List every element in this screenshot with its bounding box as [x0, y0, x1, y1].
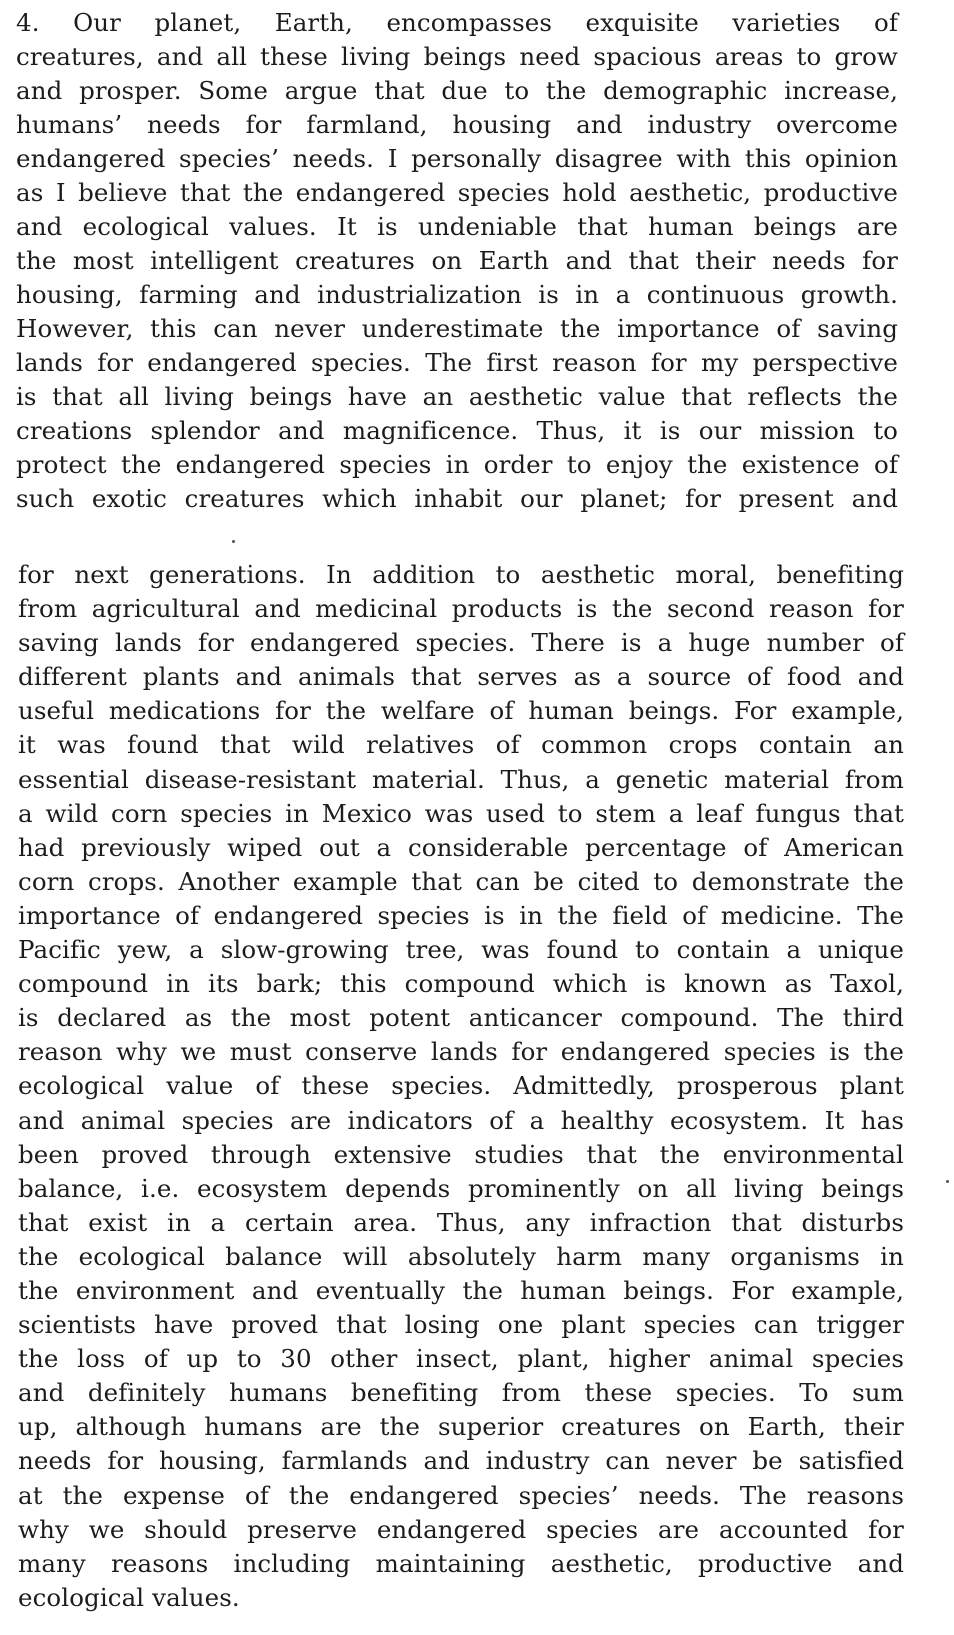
essay-block-2	[18, 558, 904, 1615]
text-line: creations splendor and magnificence. Thus, it is our mission to	[16, 416, 898, 445]
text-line: as I believe that the endangered species hold aesthetic, productive	[16, 178, 898, 207]
text-line: it was found that wild relatives of common crops contain an	[18, 730, 904, 760]
text-line: ecological value of these species. Admittedly, prosperous plant	[18, 1071, 904, 1101]
text-line: why we should preserve endangered species are accounted for	[18, 1514, 904, 1544]
text-line: the loss of up to 30 other insect, plant, higher animal species	[18, 1344, 904, 1374]
text-line: corn crops. Another example that can be cited to demonstrate the	[18, 866, 904, 896]
text-line: up, although humans are the superior creatures on Earth, their	[18, 1412, 904, 1442]
scan-speck	[232, 540, 235, 543]
text-line: and ecological values. It is undeniable that human beings are	[16, 212, 898, 241]
text-line: creatures, and all these living beings need spacious areas to grow	[16, 42, 898, 71]
text-line: the most intelligent creatures on Earth and that their needs for	[16, 246, 898, 275]
text-line: from agricultural and medicinal products is the second reason for	[18, 594, 904, 624]
text-line: and animal species are indicators of a healthy ecosystem. It has	[18, 1105, 904, 1135]
text-line: humans’ needs for farmland, housing and industry overcome	[16, 110, 898, 139]
text-line: that exist in a certain area. Thus, any infraction that disturbs	[18, 1207, 904, 1237]
text-line: However, this can never underestimate the importance of saving	[16, 314, 898, 343]
text-line: endangered species’ needs. I personally disagree with this opinion	[16, 144, 898, 173]
scan-speck	[946, 1180, 949, 1183]
text-line: the environment and eventually the human beings. For example,	[18, 1275, 904, 1305]
text-line: housing, farming and industrialization is in a continuous growth.	[16, 280, 898, 309]
text-line: many reasons including maintaining aesthetic, productive and	[18, 1548, 904, 1578]
text-line: is declared as the most potent anticancer compound. The third	[18, 1003, 904, 1033]
text-line: different plants and animals that serves as a source of food and	[18, 662, 904, 692]
text-line: saving lands for endangered species. There is a huge number of	[18, 628, 904, 658]
text-line: ecological values.	[18, 1582, 240, 1612]
text-line: lands for endangered species. The first reason for my perspective	[16, 348, 898, 377]
text-line: and prosper. Some argue that due to the demographic increase,	[16, 76, 898, 105]
text-line: is that all living beings have an aesthetic value that reflects the	[16, 382, 898, 411]
text-line: had previously wiped out a considerable percentage of American	[18, 832, 904, 862]
text-line: and definitely humans benefiting from these species. To sum	[18, 1378, 904, 1408]
text-line: essential disease-resistant material. Thus, a genetic material from	[18, 764, 904, 794]
text-line: importance of endangered species is in the field of medicine. The	[18, 900, 904, 930]
text-line: the ecological balance will absolutely harm many organisms in	[18, 1241, 904, 1271]
text-line: a wild corn species in Mexico was used to stem a leaf fungus that	[18, 798, 904, 828]
text-line: reason why we must conserve lands for endangered species is the	[18, 1037, 904, 1067]
text-line: at the expense of the endangered species’ needs. The reasons	[18, 1480, 904, 1510]
text-line: such exotic creatures which inhabit our planet; for present and	[16, 484, 898, 513]
text-line: scientists have proved that losing one plant species can trigger	[18, 1310, 904, 1340]
text-line: been proved through extensive studies that the environmental	[18, 1139, 904, 1169]
text-line: balance, i.e. ecosystem depends prominently on all living beings	[18, 1173, 904, 1203]
text-line: Pacific yew, a slow-growing tree, was found to contain a unique	[18, 935, 904, 965]
text-line: 4. Our planet, Earth, encompasses exquisite varieties of	[16, 8, 898, 37]
text-line: protect the endangered species in order to enjoy the existence of	[16, 450, 898, 479]
text-line: needs for housing, farmlands and industry can never be satisfied	[18, 1446, 904, 1476]
text-line: for next generations. In addition to aesthetic moral, benefiting	[18, 560, 904, 589]
text-line: useful medications for the welfare of human beings. For example,	[18, 696, 904, 726]
essay-block-1	[16, 6, 898, 516]
text-line: compound in its bark; this compound which is known as Taxol,	[18, 969, 904, 999]
